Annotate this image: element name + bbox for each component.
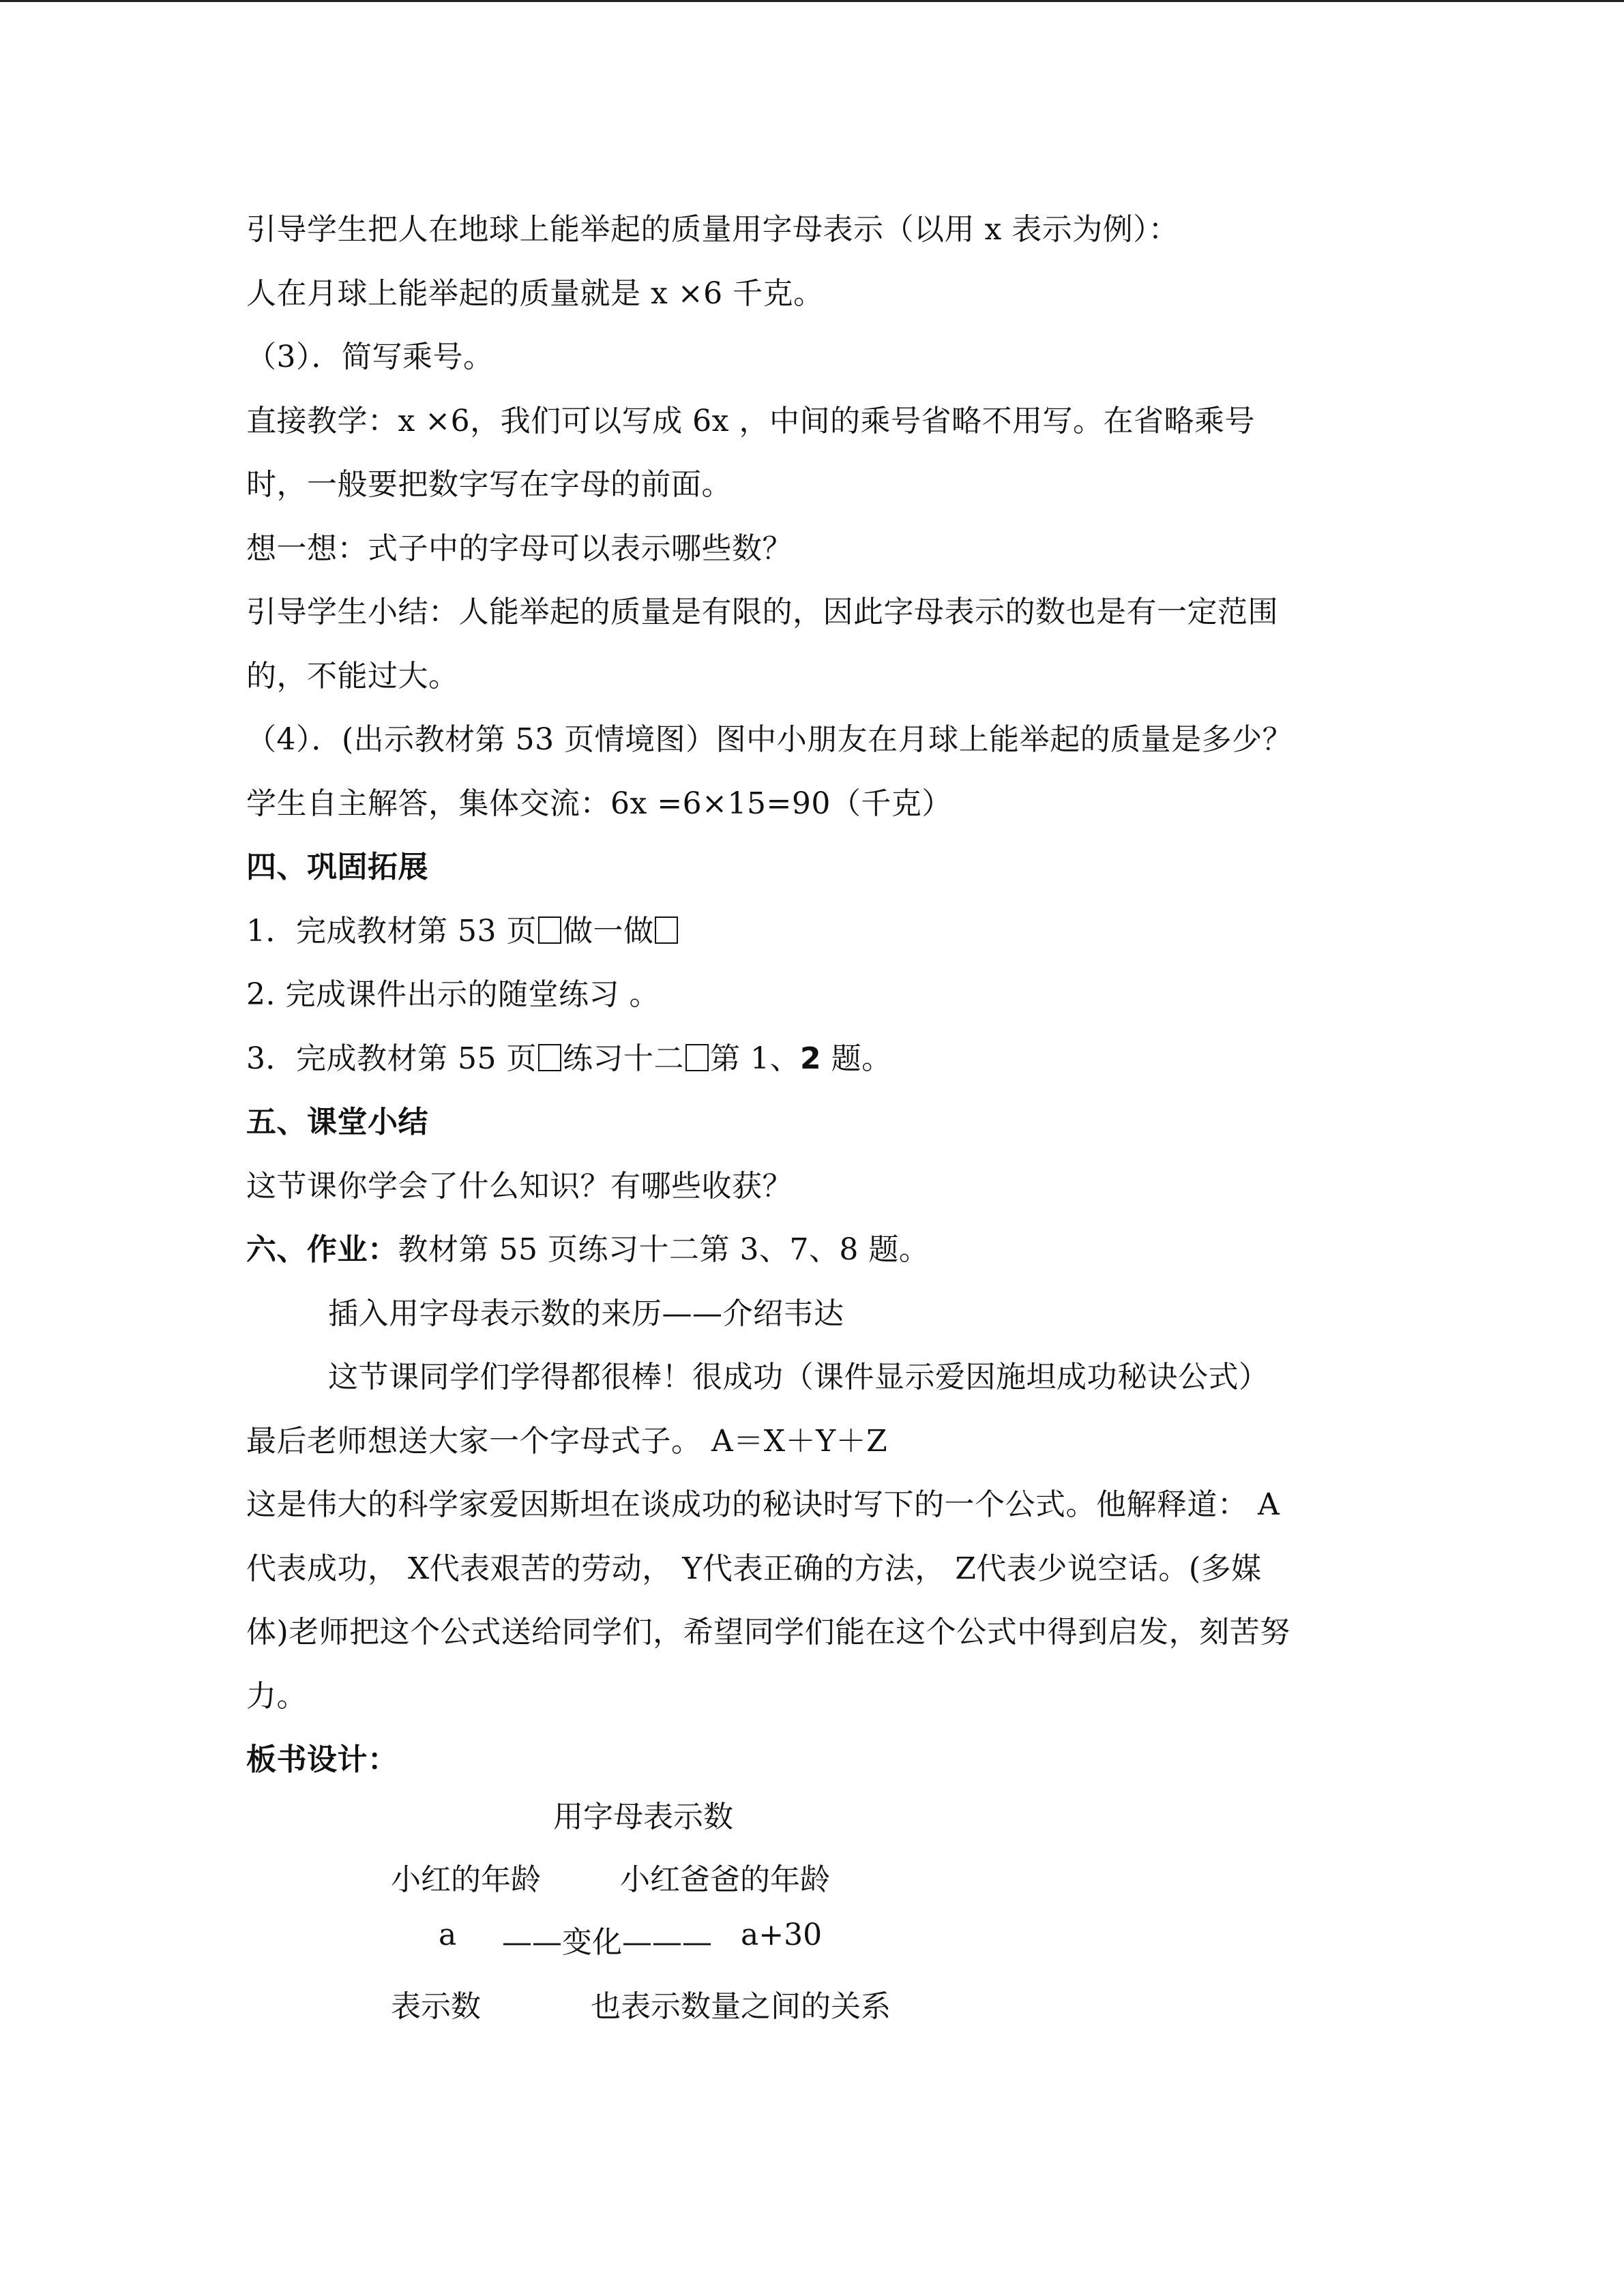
placeholder-box	[685, 1044, 709, 1071]
board-change-arrow: ——变化———	[502, 1924, 712, 1960]
board-design-heading: 板书设计：	[246, 1742, 398, 1777]
text-line: 引导学生把人在地球上能举起的质量用字母表示（以用 x 表示为例）：	[246, 212, 1179, 247]
placeholder-box	[655, 916, 678, 944]
text-line: 力。	[246, 1678, 307, 1714]
exercise-item-2: 2. 完成课件出示的随堂练习 。	[246, 977, 660, 1012]
text-line: 插入用字母表示数的来历——介绍韦达	[328, 1296, 844, 1331]
exercise-item-3-text: 3．完成教材第 55 页	[246, 1041, 537, 1076]
section-heading-4: 四、巩固拓展	[246, 850, 428, 884]
board-var-right: a+30	[741, 1917, 823, 1952]
placeholder-box	[538, 1044, 561, 1071]
homework-text: 教材第 55 页练习十二第 3、7、8 题。	[398, 1232, 930, 1267]
homework-line	[246, 1218, 1392, 1282]
text-line: 这是伟大的科学家爱因斯坦在谈成功的秘诀时写下的一个公式。他解释道： A	[246, 1487, 1280, 1522]
text-line: 引导学生小结：人能举起的质量是有限的，因此字母表示的数也是有一定范围	[246, 595, 1278, 629]
text-line: 最后老师想送大家一个字母式子。 A＝X＋Y＋Z	[246, 1423, 888, 1459]
exercise-item-3-number: 2	[799, 1041, 822, 1076]
text-line: 代表成功， X代表艰苦的劳动， Y代表正确的方法， Z代表少说空话。(多媒	[246, 1551, 1262, 1586]
text-line: 体)老师把这个公式送给同学们，希望同学们能在这个公式中得到启发，刻苦努	[246, 1615, 1290, 1650]
text-line: 人在月球上能举起的质量就是 x ×6 千克。	[246, 275, 824, 311]
board-right-label: 小红爸爸的年龄	[620, 1862, 830, 1897]
text-line: 时，一般要把数字写在字母的前面。	[246, 467, 732, 502]
board-left-label: 小红的年龄	[391, 1862, 541, 1897]
section-heading-5: 五、课堂小结	[246, 1105, 428, 1139]
text-line: （4）．(出示教材第 53 页情境图）图中小朋友在月球上能举起的质量是多少？	[246, 722, 1293, 757]
board-bottom-right: 也表示数量之间的关系	[591, 1988, 891, 2024]
text-line: 学生自主解答，集体交流：6x =6×15=90（千克）	[246, 786, 952, 821]
text-line: 直接教学：x ×6，我们可以写成 6x ，中间的乘号省略不用写。在省略乘号	[246, 403, 1255, 438]
exercise-item-1-name: 做一做	[562, 913, 654, 949]
page-top-border	[0, 0, 1624, 2]
exercise-item-3	[246, 1027, 1392, 1091]
placeholder-box	[538, 916, 561, 944]
board-design	[246, 1792, 1392, 2078]
document-page	[246, 198, 1392, 2078]
board-var-left: a	[439, 1917, 457, 1952]
text-line: （3）．简写乘号。	[246, 340, 494, 374]
board-title: 用字母表示数	[553, 1799, 733, 1834]
text-line: 想一想：式子中的字母可以表示哪些数？	[246, 531, 793, 566]
board-bottom-left: 表示数	[391, 1988, 481, 2024]
summary-question: 这节课你学会了什么知识？有哪些收获？	[246, 1168, 793, 1204]
exercise-item-1	[246, 899, 1392, 964]
exercise-item-1-text: 1．完成教材第 53 页	[246, 913, 537, 949]
exercise-item-3-questions: 第 1、	[709, 1041, 800, 1076]
exercise-item-3-end: 题。	[821, 1041, 892, 1076]
exercise-item-3-name: 练习十二	[562, 1041, 684, 1076]
text-line: 这节课同学们学得都很棒！很成功（课件显示爱因施坦成功秘诀公式）	[328, 1360, 1269, 1395]
homework-label: 六、作业：	[246, 1232, 398, 1267]
text-line: 的，不能过大。	[246, 658, 459, 694]
